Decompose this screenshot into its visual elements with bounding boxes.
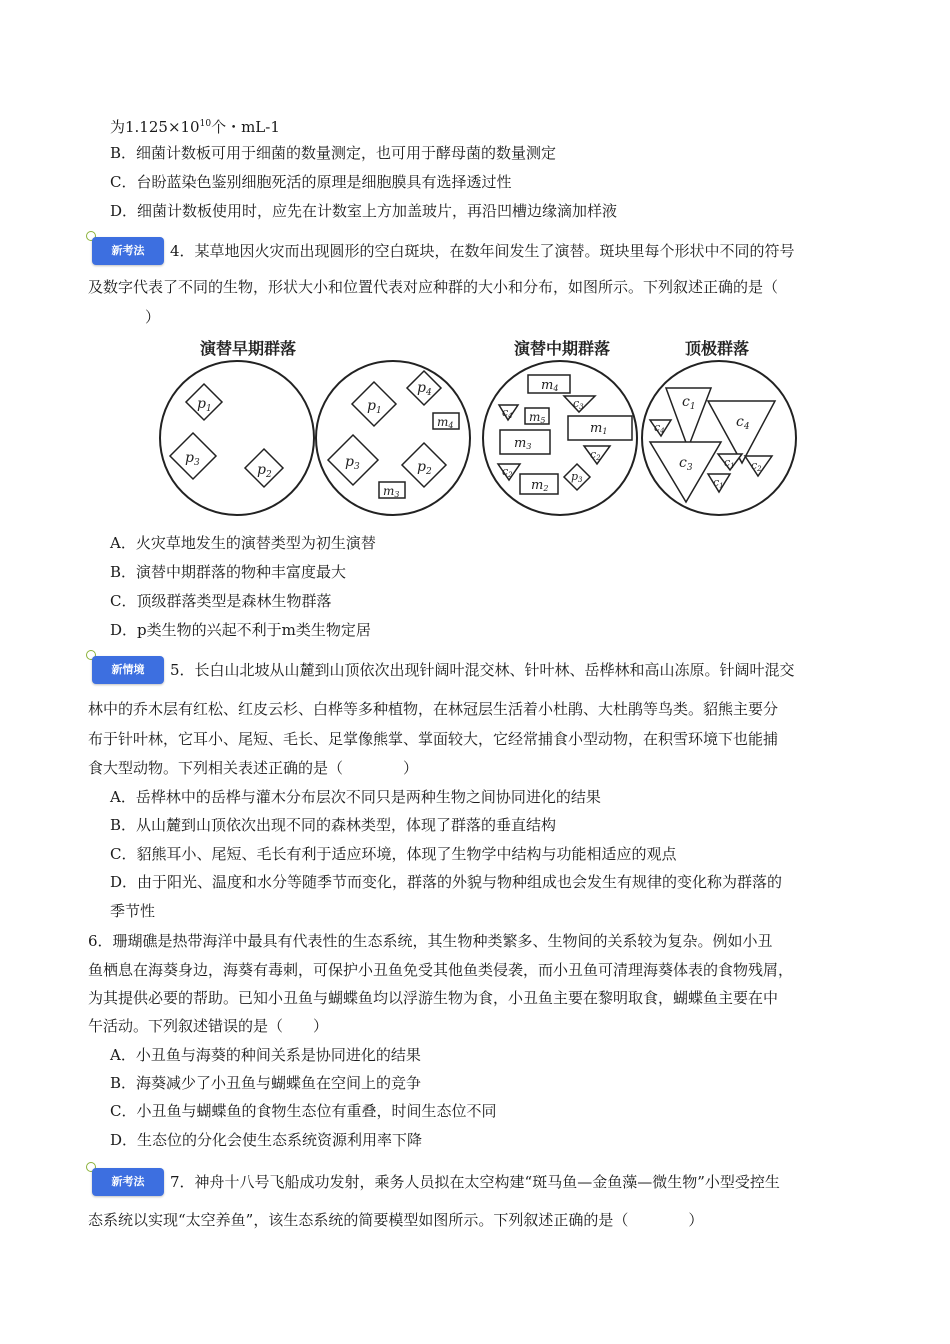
q4-stem-line1: 4．某草地因火灾而出现圆形的空白斑块，在数年间发生了演替。斑块里每个形状中不同的符号	[170, 242, 795, 260]
q7-badge: 新考法	[92, 1168, 164, 1196]
q5-stem-line1: 5．长白山北坡从山麓到山顶依次出现针阔叶混交林、针叶林、岳桦林和高山冻原。针阔叶混交	[170, 661, 795, 679]
q4-option-b: B．演替中期群落的物种丰富度最大	[110, 563, 347, 581]
q5-stem-line4: 食大型动物。下列相关表述正确的是（ ）	[88, 759, 419, 777]
c4-label: $c_4$	[736, 414, 750, 432]
m5-label: m5	[529, 410, 546, 425]
p3-label: p3	[571, 470, 583, 484]
q4-stem-line2: 及数字代表了不同的生物，形状大小和位置代表对应种群的大小和分布，如图所示。下列叙述正确的是（	[88, 278, 779, 296]
q6-stem-line4: 午活动。下列叙述错误的是（ ）	[88, 1017, 329, 1035]
q7-stem-line1: 7．神舟十八号飞船成功发射，乘务人员拟在太空构建“斑马鱼—金鱼藻—微生物”小型受控生	[170, 1173, 780, 1191]
p3-label: $p_3$	[345, 454, 360, 472]
c3-label: c3	[573, 397, 584, 411]
c1-label: $c_1$	[682, 394, 696, 412]
c3-label: $c_3$	[679, 455, 693, 473]
q6-stem-line3: 为其提供必要的帮助。已知小丑鱼与蝴蝶鱼均以浮游生物为食，小丑鱼主要在黎明取食，蝴蝶鱼主要在中	[88, 989, 779, 1007]
succession-figure	[0, 332, 950, 532]
q3-option-c: C．台盼蓝染色鉴别细胞死活的原理是细胞膜具有选择透过性	[110, 173, 512, 191]
m3-label: m3	[383, 484, 400, 499]
m1-label: m1	[590, 421, 608, 436]
p1-label: $p_1$	[367, 398, 382, 416]
q6-option-b: B．海葵减少了小丑鱼与蝴蝶鱼在空间上的竞争	[110, 1074, 422, 1092]
circle-early-1	[160, 361, 314, 515]
c1-label: c1	[724, 456, 735, 470]
q3-tail-prefix: 为1.125×10	[110, 118, 200, 136]
m3-label: m3	[514, 436, 532, 451]
p2-label: $p_2$	[257, 462, 272, 480]
q5-stem-line2: 林中的乔木层有红松、红皮云杉、白桦等多种植物，在林冠层生活着小杜鹃、大杜鹃等鸟类。貂熊主要分	[88, 700, 779, 718]
m4-label: m4	[437, 415, 454, 430]
q5-badge: 新情境	[92, 656, 164, 684]
q4-badge: 新考法	[92, 237, 164, 265]
c2-label: c2	[751, 459, 762, 473]
q5-option-c: C．貂熊耳小、尾短、毛长有利于适应环境，体现了生物学中结构与功能相适应的观点	[110, 845, 677, 863]
q3-tail-exponent: 10	[199, 119, 212, 129]
q6-stem-line2: 鱼栖息在海葵身边，海葵有毒刺，可保护小丑鱼免受其他鱼类侵袭，而小丑鱼可清理海葵体表的食物残屑，	[88, 961, 794, 979]
m2-label: m2	[531, 478, 549, 493]
q5-option-b: B．从山麓到山顶依次出现不同的森林类型，体现了群落的垂直结构	[110, 816, 557, 834]
q5-option-a: A．岳桦林中的岳桦与灌木分布层次不同只是两种生物之间协同进化的结果	[110, 788, 601, 806]
c1-label: c1	[713, 476, 724, 490]
p1-label: $p_1$	[197, 396, 212, 414]
q4-stem-line3: ）	[145, 308, 161, 326]
q7-stem-line2: 态系统以实现“太空养鱼”，该生态系统的简要模型如图所示。下列叙述正确的是（ ）	[88, 1211, 704, 1229]
m4-label: m4	[541, 378, 559, 393]
q5-option-d-line2: 季节性	[110, 902, 156, 920]
q5-stem-line3: 布于针叶林，它耳小、尾短、毛长、足掌像熊掌、掌面较大，它经常捕食小型动物，在积雪环境下也能捕	[88, 730, 779, 748]
q3-option-b: B．细菌计数板可用于细菌的数量测定，也可用于酵母菌的数量测定	[110, 144, 557, 162]
p2-label: $p_2$	[417, 459, 432, 477]
q3-tail-suffix: 个・mL-1	[211, 118, 280, 136]
q4-option-d: D．p类生物的兴起不利于m类生物定居	[110, 621, 371, 639]
q6-option-a: A．小丑鱼与海葵的种间关系是协同进化的结果	[110, 1046, 421, 1064]
p4-label: $p_4$	[417, 380, 432, 398]
q6-stem-line1: 6．珊瑚礁是热带海洋中最具有代表性的生态系统，其生物种类繁多、生物间的关系较为复杂。例如小丑	[88, 932, 773, 950]
c4-label: c4	[502, 406, 513, 420]
q4-option-a: A．火灾草地发生的演替类型为初生演替	[110, 534, 376, 552]
q4-option-c: C．顶级群落类型是森林生物群落	[110, 592, 332, 610]
label-mid-community: 演替中期群落	[513, 339, 611, 358]
q5-option-d-line1: D．由于阳光、温度和水分等随季节而变化，群落的外貌与物种组成也会发生有规律的变化称为群落的	[110, 873, 783, 891]
label-climax-community: 顶极群落	[684, 339, 750, 358]
c3-triangle	[650, 442, 721, 502]
q6-option-c: C．小丑鱼与蝴蝶鱼的食物生态位有重叠，时间生态位不同	[110, 1102, 497, 1120]
c2-label: c2	[590, 448, 601, 462]
label-early-community: 演替早期群落	[199, 339, 297, 358]
p3-label: $p_3$	[185, 450, 200, 468]
q3-option-d: D．细菌计数板使用时，应先在计数室上方加盖玻片，再沿凹槽边缘滴加样液	[110, 202, 618, 220]
q3-option-a-tail	[110, 114, 280, 137]
c2-label: c2	[502, 465, 513, 479]
c4-label: c4	[654, 421, 665, 435]
q6-option-d: D．生态位的分化会使生态系统资源利用率下降	[110, 1131, 423, 1149]
